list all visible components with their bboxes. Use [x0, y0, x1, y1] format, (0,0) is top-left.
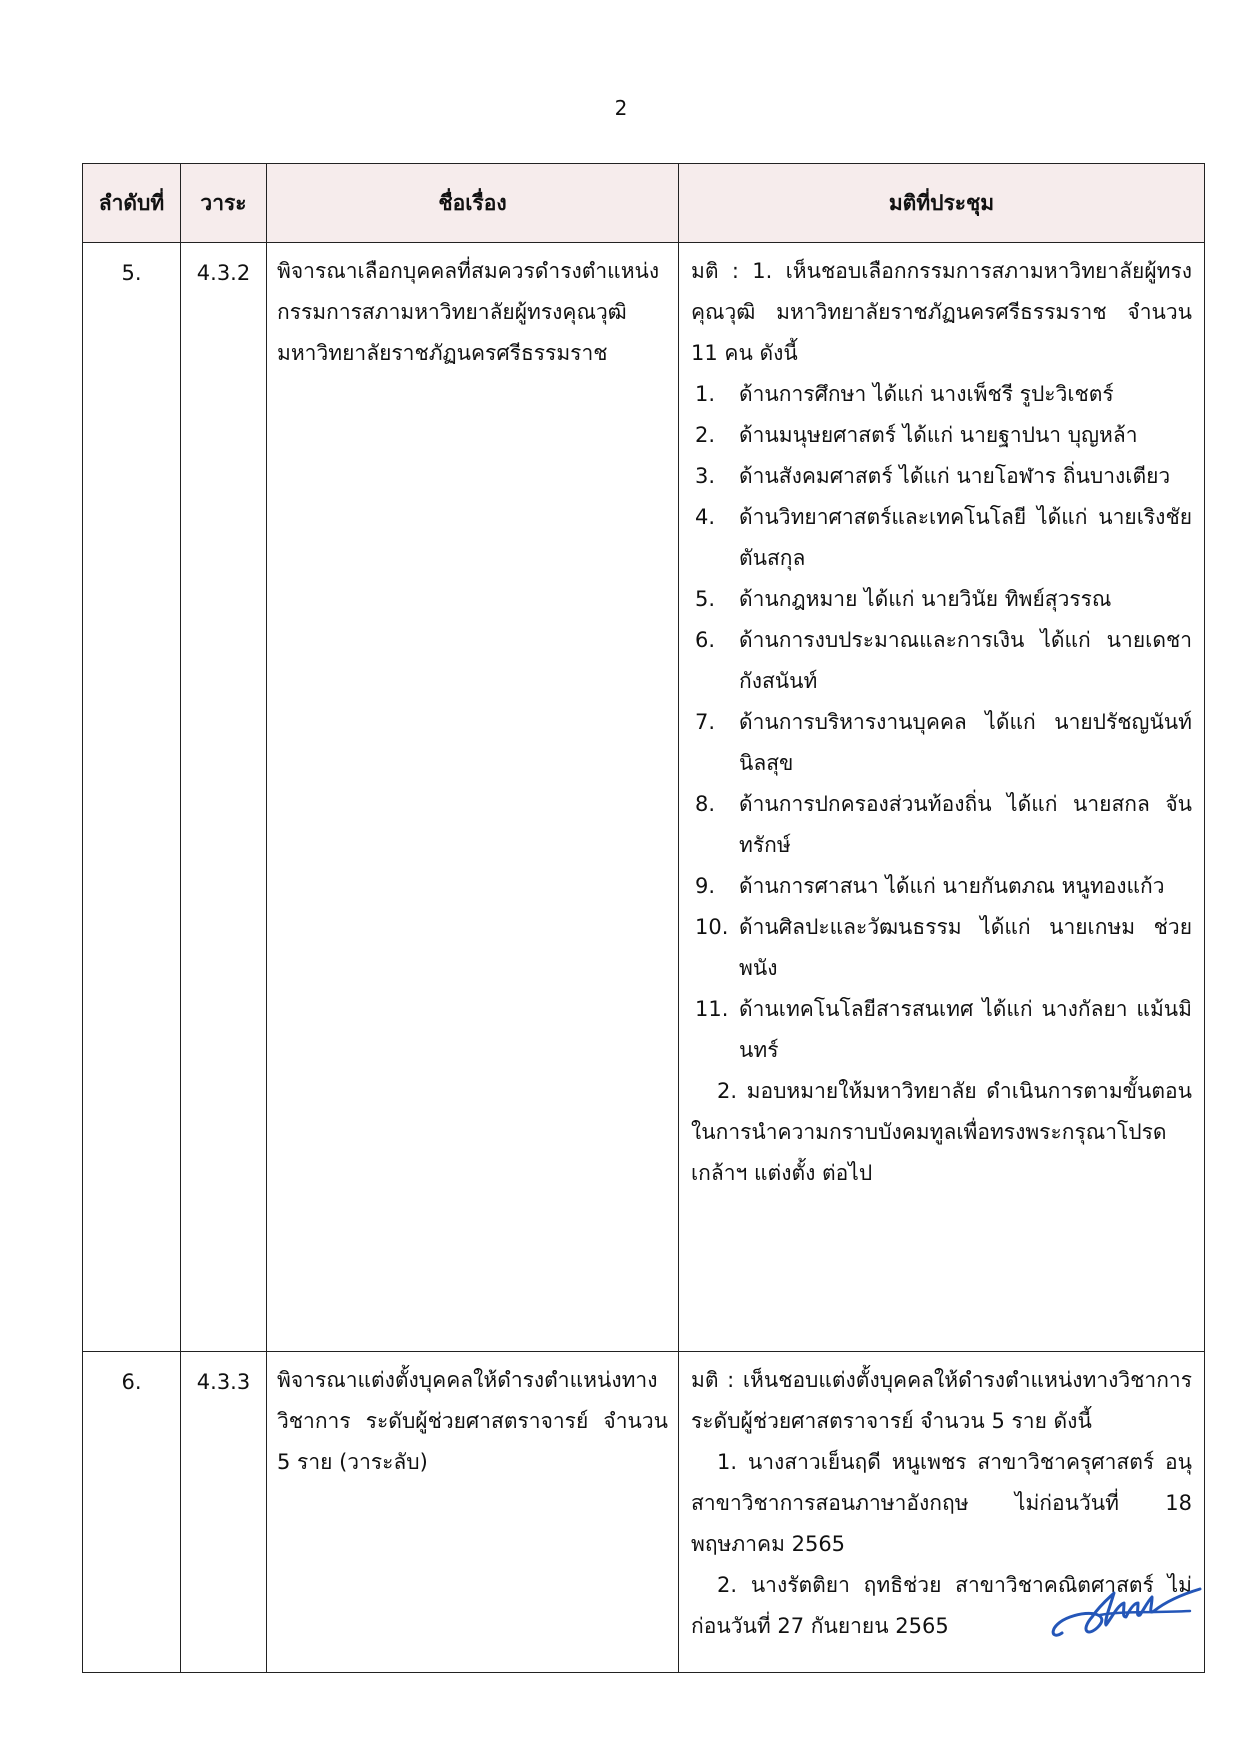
- list-item-number: 11.: [695, 997, 729, 1021]
- header-agenda: วาระ: [181, 164, 267, 243]
- list-item-number: 9.: [695, 874, 716, 898]
- row-resolution: [679, 243, 1205, 1352]
- resolution-intro: มติ : 1. เห็นชอบเลือกกรรมการสภามหาวิทยาลัยผู้ทรงคุณวุฒิ มหาวิทยาลัยราชภัฏนครศรีธรรมราช จำนวน 11 คน ดังนี้: [691, 259, 1192, 365]
- resolution-item: 2. นางรัตติยา ฤทธิช่วย สาขาวิชาคณิตศาสตร์ ไม่ก่อนวันที่ 27 กันยายน 2565: [691, 1573, 1192, 1638]
- table-row: [83, 1352, 1205, 1673]
- list-item-text: ด้านศิลปะและวัฒนธรรม ได้แก่ นายเกษม ช่วยพนัง: [739, 915, 1192, 980]
- list-item: [691, 907, 1192, 989]
- list-item-text: ด้านมนุษยศาสตร์ ได้แก่ นายฐาปนา บุญหล้า: [739, 423, 1138, 447]
- list-item-number: 5.: [695, 587, 716, 611]
- list-item: [691, 989, 1192, 1071]
- list-item-number: 1.: [695, 382, 716, 406]
- list-item: [691, 456, 1192, 497]
- list-item-number: 4.: [695, 505, 716, 529]
- list-item: [691, 702, 1192, 784]
- list-item-text: ด้านการบริหารงานบุคคล ได้แก่ นายปรัชญนันท์ นิลสุข: [739, 710, 1192, 775]
- list-item-text: ด้านเทคโนโลยีสารสนเทศ ได้แก่ นางกัลยา แม้นมินทร์: [739, 997, 1192, 1062]
- list-item-number: 10.: [695, 915, 729, 939]
- resolution-intro: มติ : เห็นชอบแต่งตั้งบุคคลให้ดำรงตำแหน่งทางวิชาการระดับผู้ช่วยศาสตราจารย์ จำนวน 5 ราย ดังนี้: [691, 1368, 1192, 1433]
- header-no: ลำดับที่: [83, 164, 181, 243]
- resolution-closing: 2. มอบหมายให้มหาวิทยาลัย ดำเนินการตามขั้นตอนในการนำความกราบบังคมทูลเพื่อทรงพระกรุณาโปรดเกล้าฯ แต่งตั้ง ต่อไป: [691, 1079, 1192, 1185]
- list-item-text: ด้านการศาสนา ได้แก่ นายกันตภณ หนูทองแก้ว: [739, 874, 1165, 898]
- list-item-text: ด้านการงบประมาณและการเงิน ได้แก่ นายเดชา กังสนันท์: [739, 628, 1192, 693]
- header-resolution: มติที่ประชุม: [679, 164, 1205, 243]
- list-item-number: 7.: [695, 710, 716, 734]
- row-no: 6.: [83, 1352, 181, 1673]
- list-item-text: ด้านสังคมศาสตร์ ได้แก่ นายโอฬาร ถิ่นบางเตียว: [739, 464, 1171, 488]
- list-item-number: 2.: [695, 423, 716, 447]
- list-item-text: ด้านกฎหมาย ได้แก่ นายวินัย ทิพย์สุวรรณ: [739, 587, 1112, 611]
- signature-image: [1040, 1555, 1240, 1655]
- page-number: 2: [614, 96, 628, 120]
- list-item: [691, 415, 1192, 456]
- table-row: [83, 243, 1205, 1352]
- member-list: [691, 374, 1192, 1071]
- list-item-text: ด้านการศึกษา ได้แก่ นางเพ็ชรี รูปะวิเชตร์: [739, 382, 1114, 406]
- list-item: [691, 866, 1192, 907]
- table-header-row: [83, 164, 1205, 243]
- meeting-resolution-table: [82, 163, 1205, 1673]
- row-subject: พิจารณาแต่งตั้งบุคคลให้ดำรงตำแหน่งทางวิชาการ ระดับผู้ช่วยศาสตราจารย์ จำนวน 5 ราย (วาระลับ): [267, 1352, 679, 1673]
- row-agenda: 4.3.2: [181, 243, 267, 1352]
- resolution-item: 1. นางสาวเย็นฤดี หนูเพชร สาขาวิชาครุศาสตร์ อนุสาขาวิชาการสอนภาษาอังกฤษ ไม่ก่อนวันที่ 18 พฤษภาคม 2565: [691, 1450, 1192, 1556]
- list-item-number: 3.: [695, 464, 716, 488]
- list-item-number: 8.: [695, 792, 716, 816]
- list-item-text: ด้านวิทยาศาสตร์และเทคโนโลยี ได้แก่ นายเริงชัย ตันสกุล: [739, 505, 1192, 570]
- list-item: [691, 620, 1192, 702]
- row-subject: พิจารณาเลือกบุคคลที่สมควรดำรงตำแหน่งกรรมการสภามหาวิทยาลัยผู้ทรงคุณวุฒิ มหาวิทยาลัยราชภัฏนครศรีธรรมราช: [267, 243, 679, 1352]
- list-item-text: ด้านการปกครองส่วนท้องถิ่น ได้แก่ นายสกล จันทรักษ์: [739, 792, 1192, 857]
- list-item-number: 6.: [695, 628, 716, 652]
- list-item: [691, 374, 1192, 415]
- list-item: [691, 579, 1192, 620]
- row-agenda: 4.3.3: [181, 1352, 267, 1673]
- header-subject: ชื่อเรื่อง: [267, 164, 679, 243]
- list-item: [691, 784, 1192, 866]
- list-item: [691, 497, 1192, 579]
- row-no: 5.: [83, 243, 181, 1352]
